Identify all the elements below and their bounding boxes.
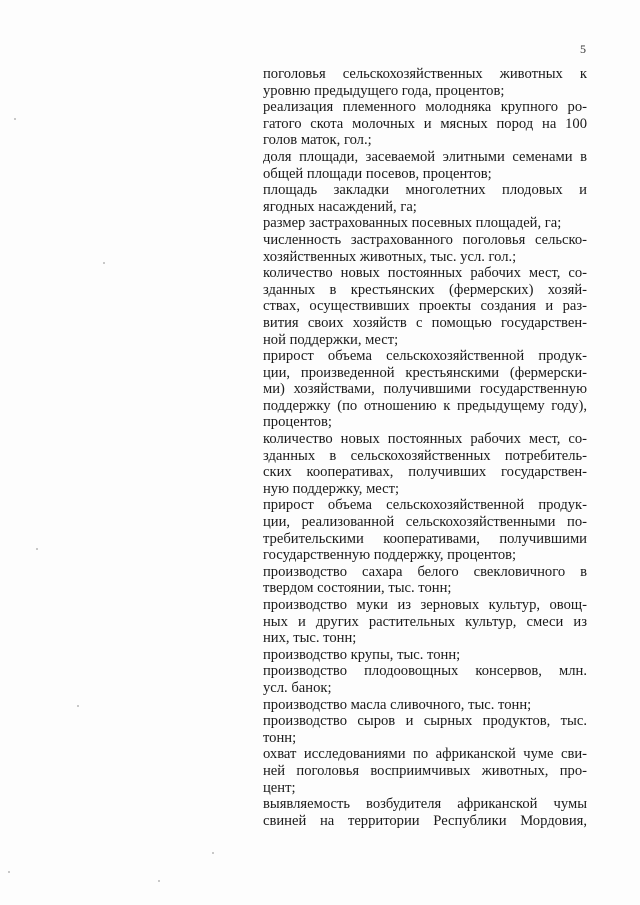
text-line: ции, реализованной сельскохозяйственными по- [263, 514, 587, 531]
text-line: ную поддержку, мест; [263, 480, 400, 497]
text-line: голов маток, гол.; [263, 132, 372, 149]
text-line: ствах, осуществивших проекты создания и раз- [263, 298, 587, 315]
text-line: ми) хозяйствами, получившими государственную [263, 381, 587, 398]
text-line: размер застрахованных посевных площадей, га; [263, 215, 562, 232]
body-text [263, 66, 587, 829]
text-line: гатого скота молочных и мясных пород на 100 [263, 115, 587, 132]
text-line: ней поголовья восприимчивых животных, про- [263, 762, 587, 779]
text-line: требительскими кооперативами, получившими [263, 530, 587, 547]
scan-speck [8, 871, 10, 873]
text-line: хозяйственных животных, тыс. усл. гол.; [263, 248, 517, 265]
text-line: производство плодоовощных консервов, млн. [263, 663, 587, 680]
text-line: производство сыров и сырных продуктов, тыс. [263, 713, 587, 730]
text-line: свиней на территории Республики Мордовия, [263, 812, 587, 829]
scan-speck [103, 262, 105, 264]
text-line: производство крупы, тыс. тонн; [263, 646, 461, 663]
text-line: производство муки из зерновых культур, овощ- [263, 597, 587, 613]
text-line: ских кооперативах, получивших государствен- [263, 464, 587, 481]
text-line: вития своих хозяйств с помощью государствен- [263, 314, 587, 331]
text-line: ягодных насаждений, га; [263, 198, 417, 215]
text-line: доля площади, засеваемой элитными семенами в [263, 148, 587, 165]
text-line: количество новых постоянных рабочих мест, со- [263, 265, 587, 282]
text-line: твердом состоянии, тыс. тонн; [263, 580, 452, 597]
text-line: тонн; [263, 729, 297, 746]
text-line: производство сахара белого свекловичного в [263, 563, 587, 580]
scan-speck [77, 705, 79, 707]
page-number: 5 [580, 42, 586, 56]
text-line: зданных в крестьянских (фермерских) хозяй- [263, 281, 587, 298]
text-line: прирост объема сельскохозяйственной продук- [263, 497, 587, 514]
text-line: прирост объема сельскохозяйственной продук- [263, 348, 587, 365]
text-line: усл. банок; [263, 679, 332, 696]
text-line: численность застрахованного поголовья сельско- [263, 231, 587, 248]
text-line: реализация племенного молодняка крупного ро- [263, 99, 587, 116]
text-line: площадь закладки многолетних плодовых и [263, 182, 587, 199]
text-line: количество новых постоянных рабочих мест, со- [263, 431, 587, 448]
text-line: государственную поддержку, процентов; [263, 547, 517, 564]
text-line: ных и других растительных культур, смеси из [263, 613, 587, 630]
text-line: охват исследованиями по африканской чуме сви- [263, 746, 587, 763]
text-line: производство масла сливочного, тыс. тонн; [263, 696, 532, 713]
text-line: поголовья сельскохозяйственных животных к [263, 66, 587, 82]
text-line: ной поддержки, мест; [263, 331, 399, 348]
text-line: цент; [263, 779, 296, 796]
text-line: общей площади посевов, процентов; [263, 165, 492, 182]
scan-speck [36, 548, 38, 550]
scan-speck [212, 852, 214, 854]
text-line: зданных в сельскохозяйственных потребитель- [263, 447, 587, 464]
scan-speck [158, 880, 160, 882]
text-line: выявляемость возбудителя африканской чумы [263, 796, 587, 813]
text-line: ции, произведенной крестьянскими (фермерски- [263, 364, 587, 381]
text-line: процентов; [263, 414, 332, 431]
text-line: уровню предыдущего года, процентов; [263, 82, 505, 99]
text-line: них, тыс. тонн; [263, 630, 357, 647]
scan-speck [14, 118, 16, 120]
text-line: поддержку (по отношению к предыдущему году), [263, 397, 587, 414]
